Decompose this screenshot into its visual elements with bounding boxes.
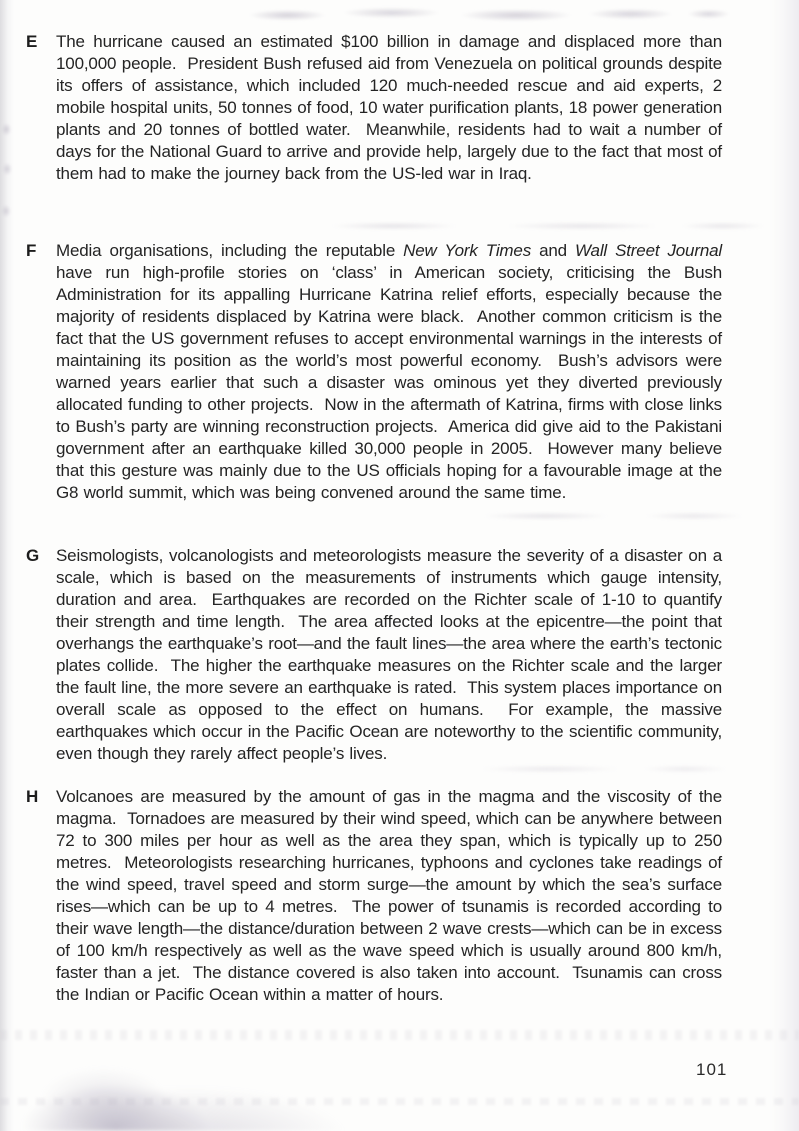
scan-smudge	[20, 1050, 400, 1131]
paragraph-text: The hurricane caused an estimated $100 billion in damage and displaced more than 100,000 people. President Bush refused aid from Venezuela on political grounds despite its offers of assistance, which included 120 much-needed rescue and aid experts, 2 mobile hospital units, 50 tonnes of food, 10 water purification plants, 18 power generation plants and 20 tonnes of bottled water. Meanwhile, residents had to wait a number of days for the National Guard to arrive and provide help, largely due to the fact that most of them had to make the journey back from the US-led war in Iraq.	[56, 32, 728, 183]
paragraph-g	[0, 545, 799, 765]
bleed-through-text-ghost	[430, 508, 760, 524]
paragraph-text	[56, 240, 728, 504]
paragraph-text-segment: and	[531, 241, 575, 260]
paragraph-h	[0, 786, 799, 1006]
paragraph-text: Seismologists, volcanologists and meteorologists measure the severity of a disaster on a scale, which is based on the measurements of instruments which gauge intensity, duration and area. Earthquakes are recorded on the Richter scale of 1-10 to quantify their strength and time length. The area affected looks at the epicentre—the point that overhangs the earthquake’s root—and the fault lines—the area where the earth’s tectonic plates collide. The higher the earthquake measures on the Richter scale and the larger the fault line, the more severe an earthquake is rated. This system places importance on overall scale as opposed to the effect on humans. For example, the massive earthquakes which occur in the Pacific Ocean are noteworthy to the scientific community, even though they rarely affect people’s lives.	[56, 546, 728, 763]
paragraph-label: G	[26, 546, 40, 565]
paragraph-e	[0, 31, 799, 185]
paragraph-label: F	[26, 241, 37, 260]
scan-noise-band	[0, 1098, 799, 1105]
publication-name: Wall Street Journal	[574, 241, 723, 260]
paragraph-label: H	[26, 787, 39, 806]
scan-noise-band	[0, 1030, 799, 1040]
publication-name: New York Times	[403, 241, 532, 260]
paragraph-text-segment: Media organisations, including the reputable	[56, 241, 404, 260]
paragraph-text: Volcanoes are measured by the amount of gas in the magma and the viscosity of the magma. Tornadoes are measured by their wind speed, which can be anywhere between 72 to 300 miles per hour as well as the area they span, which is typically up to 250 metres. Meteorologists researching hurricanes, typhoons and cyclones take readings of the wind speed, travel speed and storm surge—the amount by which the sea’s surface rises—which can be up to 4 metres. The power of tsunamis is recorded according to their wave length—the distance/duration between 2 wave crests—which can be in excess of 100 km/h respectively as well as the wave speed which is usually around 800 km/h, faster than a jet. The distance covered is also taken into account. Tsunamis can cross the Indian or Pacific Ocean within a matter of hours.	[56, 787, 728, 1004]
paragraph-f	[0, 240, 799, 504]
bleed-through-header-ghost	[225, 2, 745, 26]
paragraph-text-segment: have run high-profile stories on ‘class’ in American society, criticising the Bush Administration for its appalling Hurricane Katrina relief efforts, especially because the majority of residents displaced by Katrina were black. Another common criticism is the fact that the US government refuses to accept environmental warnings in the interests of maintaining its position as the world’s most powerful economy. Bush’s advisors were warned years earlier that such a disaster was ominous yet they diverted previously allocated funding to other projects. Now in the aftermath of Katrina, firms with close links to Bush’s party are winning reconstruction projects. America did give aid to the Pakistani government after an earthquake killed 30,000 people in 2005. However many believe that this gesture was mainly due to the US officials hoping for a favourable image at the G8 world summit, which was being convened around the same time.	[56, 241, 728, 502]
bleed-through-text-ghost	[300, 218, 770, 234]
page-number: 101	[696, 1060, 728, 1079]
paragraph-label: E	[26, 32, 38, 51]
